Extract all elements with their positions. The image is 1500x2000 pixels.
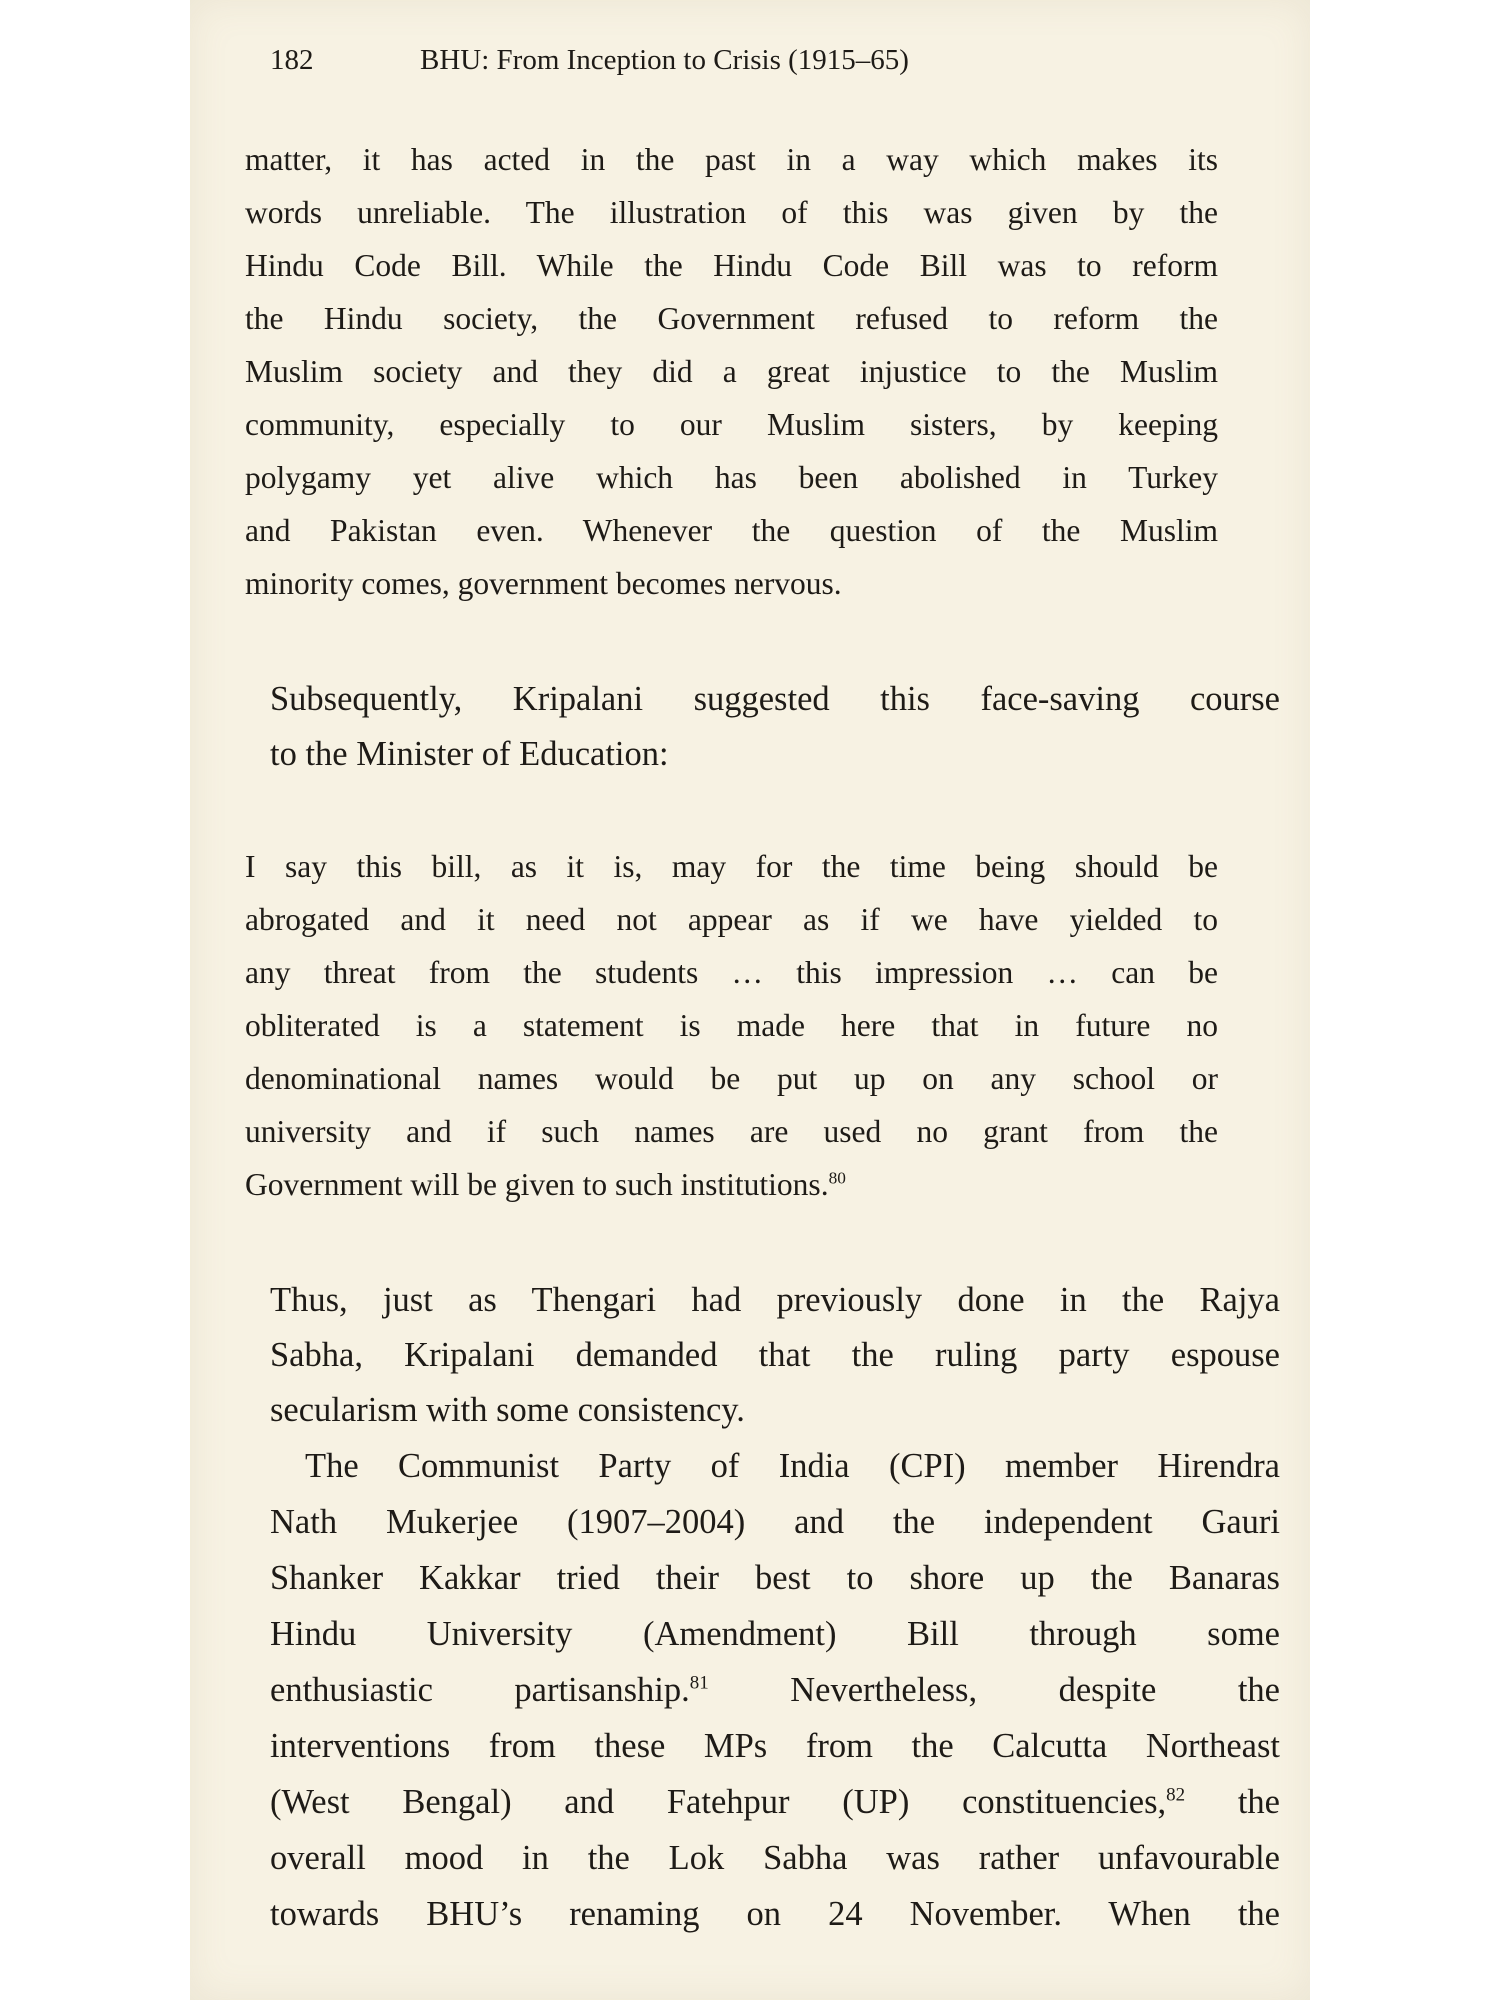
paragraph-line: Hindu University (Amendment) Bill through some bbox=[270, 1615, 1280, 1653]
paragraph-line: secularism with some consistency. bbox=[270, 1391, 745, 1429]
quote-line-last bbox=[245, 1165, 846, 1205]
quote-line: the Hindu society, the Government refused to reform the bbox=[245, 301, 1218, 336]
quote-line: minority comes, government becomes nervous. bbox=[245, 566, 842, 601]
quote-line: Hindu Code Bill. While the Hindu Code Bill was to reform bbox=[245, 248, 1218, 283]
quote-line: community, especially to our Muslim sisters, by keeping bbox=[245, 407, 1218, 442]
line-text: (West Bengal) and Fatehpur (UP) constituencies, bbox=[270, 1783, 1167, 1821]
line-text: the bbox=[1185, 1783, 1280, 1821]
line-text: enthusiastic partisanship. bbox=[270, 1671, 690, 1709]
paragraph-line: overall mood in the Lok Sabha was rather unfavourable bbox=[270, 1839, 1280, 1877]
quote-line: polygamy yet alive which has been abolished in Turkey bbox=[245, 460, 1218, 495]
quote-text: Government will be given to such institutions. bbox=[245, 1167, 829, 1202]
paragraph-line: Nath Mukerjee (1907–2004) and the independent Gauri bbox=[270, 1503, 1280, 1541]
paragraph-line: The Communist Party of India (CPI) member Hirendra bbox=[305, 1447, 1280, 1485]
book-page bbox=[190, 0, 1310, 2000]
paragraph-line: Thus, just as Thengari had previously done in the Rajya bbox=[270, 1281, 1280, 1319]
quote-line: words unreliable. The illustration of this was given by the bbox=[245, 195, 1218, 230]
line-text: Nevertheless, despite the bbox=[708, 1671, 1280, 1709]
quote-line: and Pakistan even. Whenever the question of the Muslim bbox=[245, 513, 1218, 548]
quote-line: I say this bill, as it is, may for the time being should be bbox=[245, 849, 1218, 884]
paragraph-line bbox=[270, 1668, 1280, 1712]
paragraph-line bbox=[270, 1780, 1280, 1824]
footnote-marker: 82 bbox=[1166, 1784, 1186, 1806]
quote-line: abrogated and it need not appear as if we have yielded to bbox=[245, 902, 1218, 937]
paragraph-line: Shanker Kakkar tried their best to shore up the Banaras bbox=[270, 1559, 1280, 1597]
quote-line: obliterated is a statement is made here that in future no bbox=[245, 1008, 1218, 1043]
running-title: BHU: From Inception to Crisis (1915–65) bbox=[420, 44, 909, 76]
paragraph-line: Subsequently, Kripalani suggested this face-saving course bbox=[270, 680, 1280, 718]
footnote-marker: 80 bbox=[828, 1168, 846, 1188]
footnote-marker: 81 bbox=[689, 1672, 709, 1694]
quote-line: university and if such names are used no grant from the bbox=[245, 1114, 1218, 1149]
paragraph-line: to the Minister of Education: bbox=[270, 735, 669, 773]
quote-line: any threat from the students … this impression … can be bbox=[245, 955, 1218, 990]
quote-line: Muslim society and they did a great injustice to the Muslim bbox=[245, 354, 1218, 389]
running-header bbox=[270, 40, 1170, 80]
page-number: 182 bbox=[270, 44, 314, 76]
quote-line: matter, it has acted in the past in a way which makes its bbox=[245, 142, 1218, 177]
paragraph-line: Sabha, Kripalani demanded that the ruling party espouse bbox=[270, 1336, 1280, 1374]
paragraph-line: towards BHU’s renaming on 24 November. When the bbox=[270, 1895, 1280, 1933]
quote-line: denominational names would be put up on any school or bbox=[245, 1061, 1218, 1096]
paragraph-line: interventions from these MPs from the Calcutta Northeast bbox=[270, 1727, 1280, 1765]
